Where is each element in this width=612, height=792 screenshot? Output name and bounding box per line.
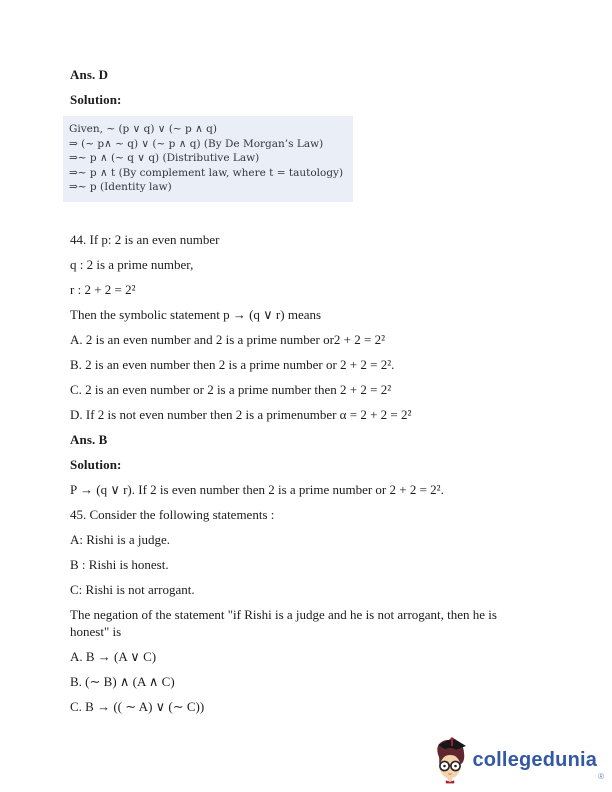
q44-stem-line: r : 2 + 2 = 2² [70, 281, 136, 297]
q44-option-d: D. If 2 is not even number then 2 is a primenumber α = 2 + 2 = 2² [70, 406, 412, 422]
q44-option-c: C. 2 is an even number or 2 is a prime number then 2 + 2 = 2² [70, 381, 392, 397]
q44-solution-text: P → (q ∨ r). If 2 is even number then 2 is a prime number or 2 + 2 = 2². [70, 481, 444, 497]
derivation-line: ⇒∼ p ∧ t (By complement law, where t = tautology) [69, 166, 344, 179]
registered-trademark-icon: ® [598, 772, 604, 781]
answer-label-q44: Ans. B [70, 431, 108, 447]
derivation-line: ⇒∼ p (Identity law) [69, 181, 172, 193]
q45-option-b: B. (∼ B) ∧ (A ∧ C) [70, 673, 175, 689]
solution-label-q43: Solution: [70, 92, 122, 107]
answer-label-q43: Ans. D [70, 67, 109, 82]
page-content [70, 66, 552, 723]
collegedunia-mascot-icon [431, 736, 469, 784]
q45-option-c: C. B → (( ∼ A) ∨ (∼ C)) [70, 698, 205, 714]
derivation-line: ⇒∼ p ∧ (∼ q ∨ q) (Distributive Law) [69, 152, 260, 164]
q45-statement-c: C: Rishi is not arrogant. [70, 581, 195, 597]
derivation-line: Given, ∼ (p ∨ q) ∨ (∼ p ∧ q) [69, 123, 217, 135]
q45-stem-line: 45. Consider the following statements : [70, 506, 275, 522]
q45-statement-b: B : Rishi is honest. [70, 556, 169, 572]
derivation-line: ⇒ (∼ p∧ ∼ q) ∨ (∼ p ∧ q) (By De Morgan’s Law) [69, 137, 324, 150]
q44-stem-line: 44. If p: 2 is an even number [70, 231, 220, 247]
q45-statement-a: A: Rishi is a judge. [70, 531, 171, 547]
q44-option-b: B. 2 is an even number then 2 is a prime number or 2 + 2 = 2². [70, 356, 395, 372]
derivation-box [63, 116, 353, 202]
q45-option-a: A. B → (A ∨ C) [70, 648, 157, 664]
solution-label-q44: Solution: [70, 456, 122, 472]
collegedunia-logo [431, 736, 604, 784]
q44-option-a: A. 2 is an even number and 2 is a prime number or2 + 2 = 2² [70, 331, 385, 347]
q45-negation-question: The negation of the statement "if Rishi is a judge and he is not arrogant, then he is honest" is [70, 606, 497, 639]
q44-stem-line: q : 2 is a prime number, [70, 256, 194, 272]
collegedunia-logo-text: collegedunia [472, 748, 598, 771]
q44-stem-line: Then the symbolic statement p → (q ∨ r) means [70, 306, 322, 322]
